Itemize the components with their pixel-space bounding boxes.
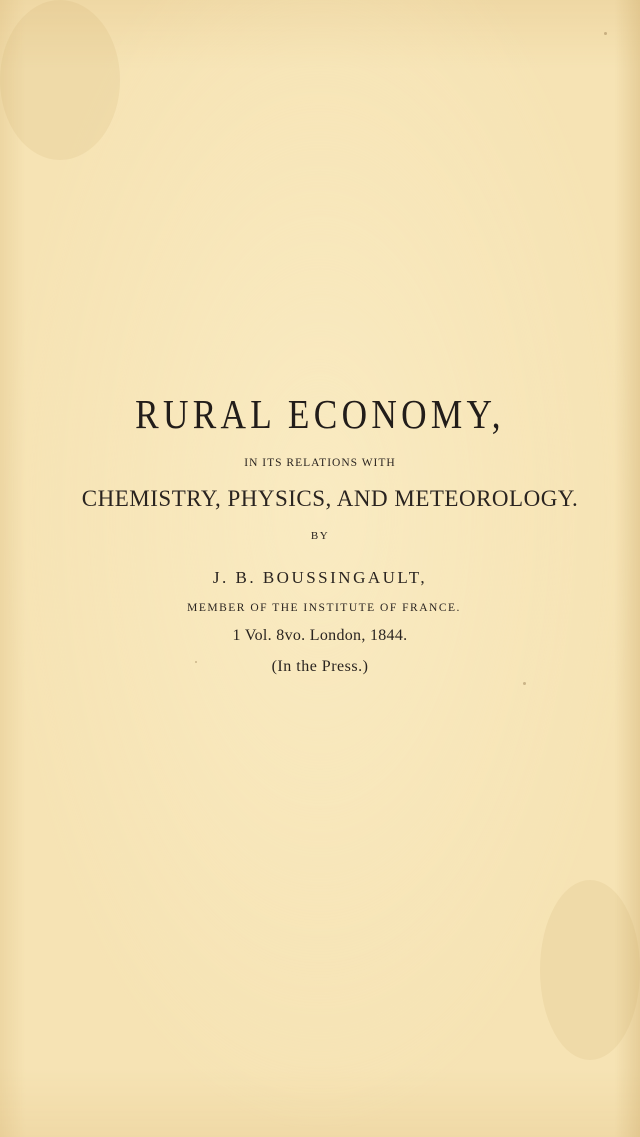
paper-stain [540, 880, 640, 1060]
relation-line: IN ITS RELATIONS WITH [244, 457, 396, 469]
edition-info: 1 Vol. 8vo. London, 1844. [232, 627, 408, 644]
by-line: BY [310, 530, 330, 542]
book-title: RURAL ECONOMY, [135, 391, 505, 437]
publication-status: (In the Press.) [271, 658, 369, 675]
paper-speck [604, 32, 607, 35]
author-affiliation: MEMBER OF THE INSTITUTE OF FRANCE. [187, 602, 461, 614]
subjects-line: CHEMISTRY, PHYSICS, AND METEOROLOGY. [81, 486, 579, 511]
paper-stain [0, 0, 120, 160]
author-name: J. B. BOUSSINGAULT, [212, 568, 428, 587]
paper-speck [523, 682, 526, 685]
